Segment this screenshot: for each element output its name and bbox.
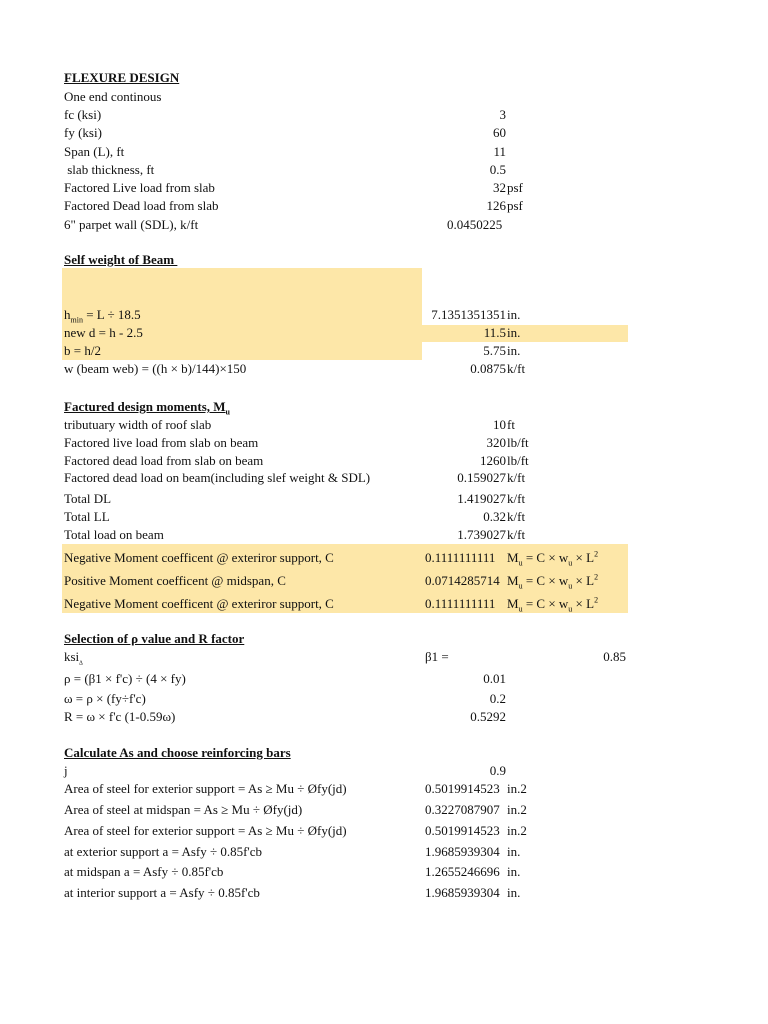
moment-row-unit: lb/ft <box>507 435 529 450</box>
coefficient-value: 0.0714285714 <box>425 573 500 588</box>
input-label: Factored Live load from slab <box>64 180 215 195</box>
input-value: 126 <box>486 198 506 213</box>
as-row-label: at interior support a = Asfy ÷ 0.85f'cb <box>64 885 260 900</box>
moment-formula: $M_u = C \times w_u \times L^2$ <box>507 572 599 591</box>
b-unit: in. <box>507 343 521 358</box>
moment-row-unit: lb/ft <box>507 453 529 468</box>
coefficient-label: Negative Moment coefficent @ exteriror support, C <box>64 550 334 565</box>
moment-row-value: 10 <box>493 417 506 432</box>
r-value: 0.5292 <box>470 709 506 724</box>
as-row-unit: in. <box>507 885 521 900</box>
as-row-unit: in.2 <box>507 781 527 796</box>
as-row-value: 1.9685939304 <box>425 844 500 859</box>
section-heading-as: Calculate As and choose reinforcing bars <box>64 745 291 760</box>
hmin-value: 7.1351351351 <box>431 307 506 322</box>
moment-formula: $M_u = C \times w_u \times L^2$ <box>507 549 599 568</box>
section-heading-self-weight: Self weight of Beam <box>64 252 178 267</box>
omega-label: ω = ρ × (fy÷f'c) <box>64 691 146 706</box>
omega-value: 0.2 <box>489 691 506 706</box>
moment-row-value: 320 <box>486 435 506 450</box>
j-label: j <box>64 763 68 778</box>
moment-row-unit: k/ft <box>507 527 526 542</box>
coefficient-label: Negative Moment coefficent @ exteriror support, C <box>64 596 334 611</box>
coefficient-value: 0.1111111111 <box>425 550 496 565</box>
as-row-value: 1.9685939304 <box>425 885 500 900</box>
rho-label: ρ = (β1 × f'c) ÷ (4 × fy) <box>64 671 186 686</box>
d-value: 11.5 <box>483 325 506 340</box>
moment-row-label: Total LL <box>64 509 110 524</box>
input-value: 0.0450225 <box>447 217 503 232</box>
input-unit: psf <box>507 198 523 213</box>
moment-row-unit: k/ft <box>507 509 526 524</box>
as-row-value: 0.5019914523 <box>425 823 500 838</box>
rho-value: 0.01 <box>483 671 506 686</box>
hmin-label: $h_{min} = L \div 18.5$ <box>64 307 141 325</box>
moment-row-label: tributuary width of roof slab <box>64 417 212 432</box>
b-label: b = h/2 <box>64 343 101 358</box>
input-label: Span (L), ft <box>64 144 125 159</box>
moment-row-value: 1260 <box>480 453 506 468</box>
moment-row-label: Factored live load from slab on beam <box>64 435 259 450</box>
moment-row-unit: k/ft <box>507 491 526 506</box>
as-row-label: Area of steel for exterior support = As ≥ Mu ÷ Øfy(jd) <box>64 781 347 796</box>
moment-row-value: 0.32 <box>483 509 506 524</box>
input-label: Factored Dead load from slab <box>64 198 219 213</box>
input-label: slab thickness, ft <box>64 162 155 177</box>
as-row-label: at midspan a = Asfy ÷ 0.85f'cb <box>64 864 224 879</box>
input-label: fy (ksi) <box>64 125 102 140</box>
as-row-unit: in. <box>507 844 521 859</box>
section-heading-rho: Selection of ρ value and R factor <box>64 631 245 646</box>
hmin-unit: in. <box>507 307 521 322</box>
moment-formula: $M_u = C \times w_u \times L^2$ <box>507 595 599 614</box>
as-row-unit: in. <box>507 864 521 879</box>
input-label: fc (ksi) <box>64 107 102 122</box>
d-unit: in. <box>507 325 521 340</box>
b-value: 5.75 <box>483 343 506 358</box>
as-row-value: 0.3227087907 <box>425 802 500 817</box>
as-row-unit: in.2 <box>507 802 527 817</box>
input-label: 6" parpet wall (SDL), k/ft <box>64 217 199 232</box>
input-value: 11 <box>493 144 506 159</box>
input-value: 32 <box>493 180 506 195</box>
beta-label: β1 = <box>425 649 449 664</box>
moment-row-unit: ft <box>507 417 515 432</box>
input-unit: psf <box>507 180 523 195</box>
as-row-label: Area of steel for exterior support = As ≥ Mu ÷ Øfy(jd) <box>64 823 347 838</box>
moment-row-unit: k/ft <box>507 470 526 485</box>
page-title: FLEXURE DESIGN <box>64 70 180 85</box>
moment-row-label: Factored dead load on beam(including slef weight & SDL) <box>64 470 371 485</box>
coefficient-value: 0.1111111111 <box>425 596 496 611</box>
as-row-label: Area of steel at midspan = As ≥ Mu ÷ Øfy(jd) <box>64 802 303 817</box>
ksi-label: ksi$_\Delta$ <box>64 649 83 667</box>
moment-row-label: Total DL <box>64 491 112 506</box>
r-label: R = ω × f'c (1-0.59ω) <box>64 709 176 724</box>
input-value: 0.5 <box>489 162 506 177</box>
moment-row-label: Total load on beam <box>64 527 164 542</box>
coefficient-label: Positive Moment coefficent @ midspan, C <box>64 573 286 588</box>
w-label: w (beam web) = ((h × b)/144)×150 <box>64 361 247 376</box>
moment-row-label: Factored dead load from slab on beam <box>64 453 264 468</box>
d-label: new d = h - 2.5 <box>64 325 143 340</box>
moment-row-value: 1.419027 <box>457 491 506 506</box>
j-value: 0.9 <box>489 763 506 778</box>
w-unit: k/ft <box>507 361 526 376</box>
as-row-label: at exterior support a = Asfy ÷ 0.85f'cb <box>64 844 263 859</box>
as-row-value: 0.5019914523 <box>425 781 500 796</box>
moment-row-value: 0.159027 <box>457 470 506 485</box>
as-row-unit: in.2 <box>507 823 527 838</box>
beta-value: 0.85 <box>603 649 626 664</box>
moment-row-value: 1.739027 <box>457 527 506 542</box>
input-value: 60 <box>493 125 506 140</box>
w-value: 0.0875 <box>470 361 506 376</box>
section-heading-moments: Factured design moments, $M_u$ <box>64 399 230 417</box>
condition-label: One end continous <box>64 89 162 104</box>
as-row-value: 1.2655246696 <box>425 864 500 879</box>
input-value: 3 <box>499 107 506 122</box>
